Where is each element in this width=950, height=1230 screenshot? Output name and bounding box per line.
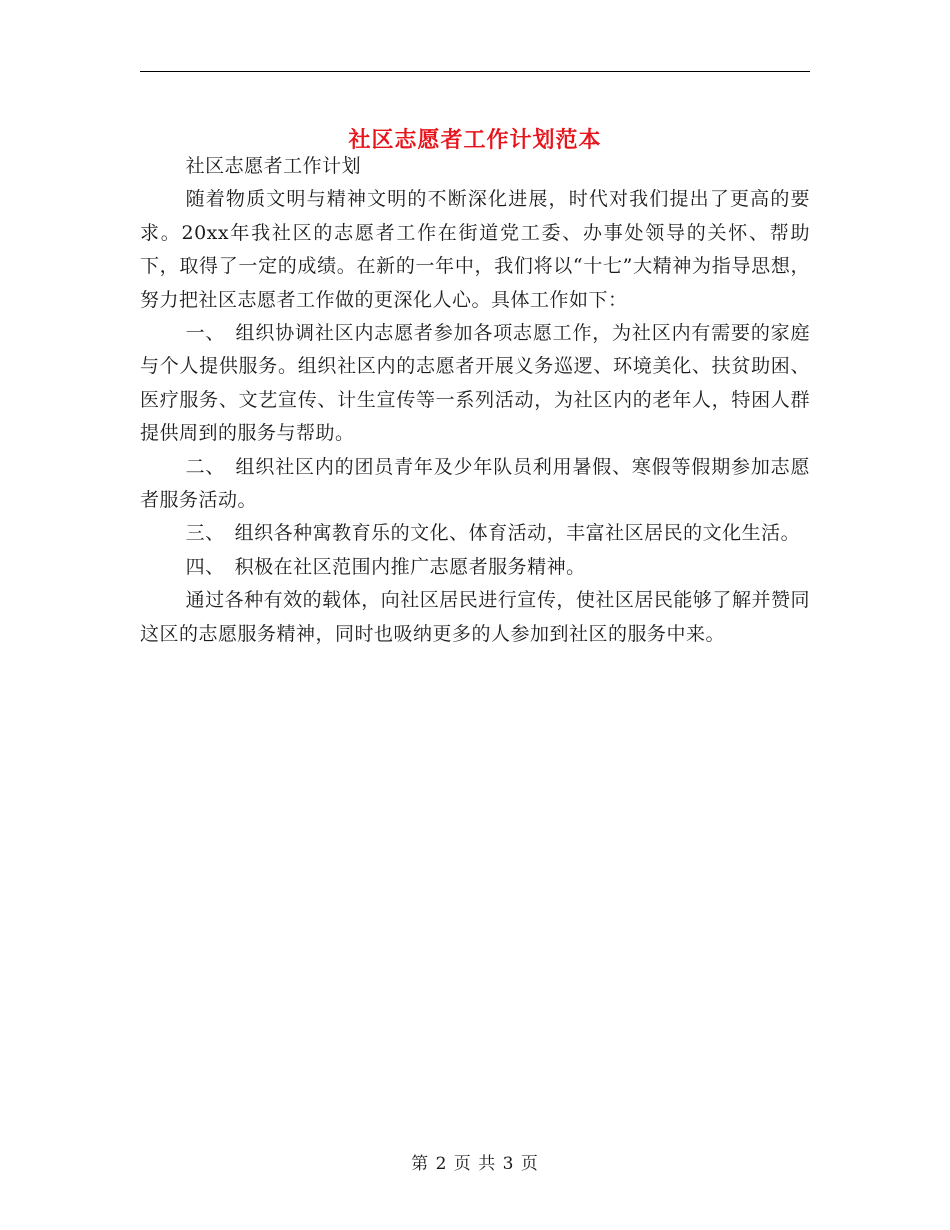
page-footer [0, 1152, 950, 1176]
paragraph-item-4: 四、 积极在社区范围内推广志愿者服务精神。 [185, 555, 586, 578]
paragraph-intro: 随着物质文明与精神文明的不断深化进展，时代对我们提出了更高的要求。20xx年我社区的志愿者工作在街道党工委、办事处领导的关怀、帮助下，取得了一定的成绩。在新的一年中，我们将以“十七”大精神为指导思想，努力把社区志愿者工作做的更深化人心。具体工作如下： [140, 188, 810, 311]
paragraph-item-1: 一、 组织协调社区内志愿者参加各项志愿工作，为社区内有需要的家庭与个人提供服务。组织社区内的志愿者开展义务巡逻、环境美化、扶贫助困、医疗服务、文艺宣传、计生宣传等一系列活动，为社区内的老年人，特困人群提供周到的服务与帮助。 [140, 322, 810, 445]
document-title: 社区志愿者工作计划范本 [348, 126, 602, 153]
page-number-label: 第 2 页 共 3 页 [411, 1154, 539, 1174]
header-rule [140, 71, 810, 72]
paragraph-subtitle: 社区志愿者工作计划 [185, 155, 362, 177]
paragraph-closing: 通过各种有效的载体，向社区居民进行宣传，使社区居民能够了解并赞同这区的志愿服务精神，同时也吸纳更多的人参加到社区的服务中来。 [140, 589, 810, 645]
paragraph-item-2: 二、 组织社区内的团员青年及少年队员利用暑假、寒假等假期参加志愿者服务活动。 [140, 455, 810, 512]
document-body [140, 150, 810, 651]
paragraph-item-3: 三、 组织各种寓教育乐的文化、体育活动，丰富社区居民的文化生活。 [185, 522, 801, 545]
